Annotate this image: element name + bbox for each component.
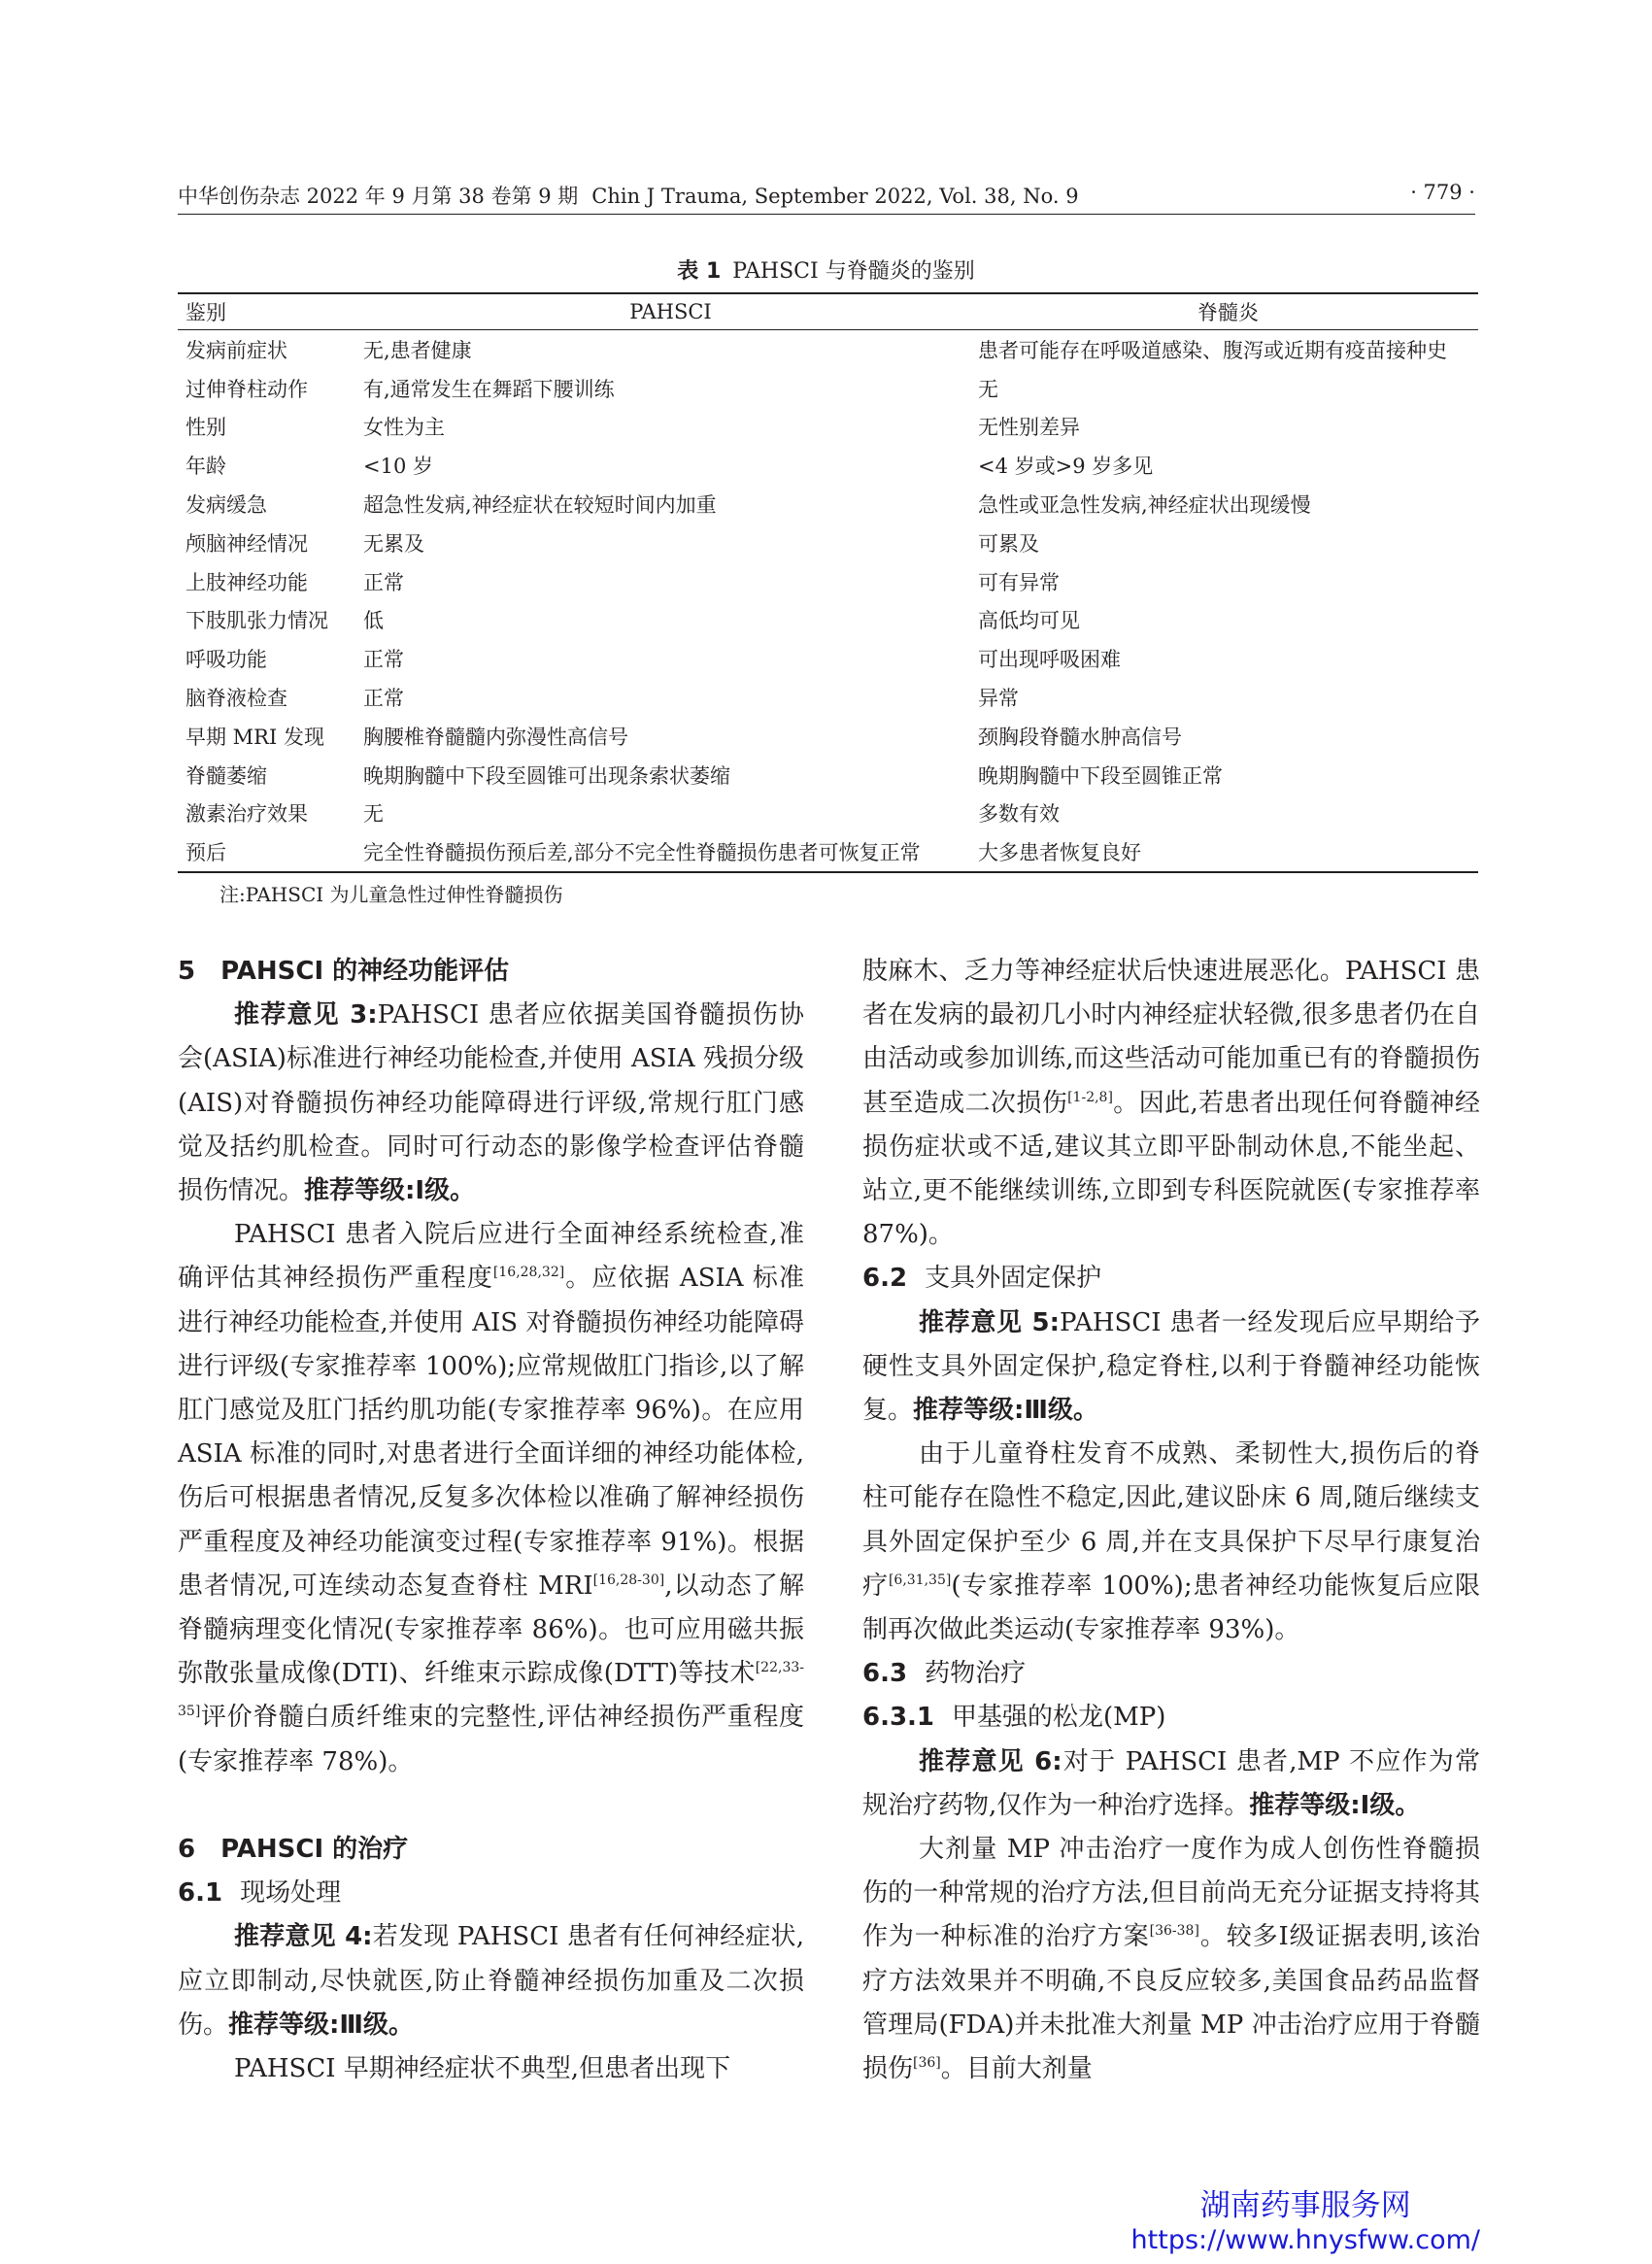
paragraph-text: 。较多Ⅰ级证据表明,该治疗方法效果并不明确,不良反应较多,美国食品药品监督管理局(FDA)并未批准大剂量 MP 冲击治疗应用于脊髓损伤 (862, 1922, 1480, 2084)
running-header (178, 181, 1475, 215)
table-row (178, 832, 1478, 872)
table-cell: 无性别差异 (978, 416, 1080, 440)
subsection-number: 6.3.1 (862, 1703, 935, 1733)
paragraph-text: 。应依据 ASIA 标准进行神经功能检查,并使用 AIS 对脊髓损伤神经功能障碍进行评级(专家推荐率 100%);应常规做肛门指诊,以了解肛门感觉及肛门括约肌功能(专家推荐率 96%)。在应用 ASIA 标准的同时,对患者进行全面详细的神经功能体检,伤后可根据患者情况,反复多次体检以准确了解神经损伤严重程度及神经功能演变过程(专家推荐率 91%)。根据患者情况,可连续动态复查脊柱 MRI (178, 1264, 804, 1601)
table-cell: 早期 MRI 发现 (185, 725, 324, 749)
subsection-title: 甲基强的松龙(MP) (952, 1703, 1166, 1733)
right-column (862, 950, 1480, 2091)
subsection-number: 6.2 (862, 1264, 908, 1294)
citation-ref: [6,31,35] (888, 1571, 952, 1588)
table-cell: 患者可能存在呼吸道感染、腹泻或近期有疫苗接种史 (978, 338, 1447, 362)
column-header: 脊髓炎 (978, 293, 1478, 330)
table-cell: 大多患者恢复良好 (978, 832, 1478, 872)
paragraph (862, 1433, 1480, 1652)
table-cell: 正常 (363, 570, 404, 594)
section-heading-6: 6 PAHSCI 的治疗 (178, 1835, 409, 1865)
table-row (178, 601, 1478, 640)
table-cell: 可出现呼吸困难 (978, 648, 1121, 672)
table-cell: 晚期胸髓中下段至圆锥可出现条索状萎缩 (363, 763, 730, 788)
paragraph-text: 肢麻木、乏力等神经症状后快速进展恶化。PAHSCI 患者在发病的最初几小时内神经症状轻微,很多患者仍在自由活动或参加训练,而这些活动可能加重已有的脊髓损伤甚至造成二次损伤 (862, 957, 1480, 1118)
column-header: PAHSCI (363, 293, 978, 330)
table-cell: <10 岁 (363, 455, 433, 479)
paragraph-text: 大剂量 MP 冲击治疗一度作为成人创伤性脊髓损伤的一种常规的治疗方法,但目前尚无充分证据支持将其作为一种标准的治疗方案 (862, 1835, 1480, 1952)
table-header-row (178, 293, 1478, 330)
table-note: 注:PAHSCI 为儿童急性过伸性脊髓损伤 (219, 883, 563, 906)
recommendation-5 (862, 1301, 1480, 1434)
rec-text: 对于 PAHSCI 患者,MP 不应作为常规治疗药物,仅作为一种治疗选择。 (862, 1746, 1480, 1820)
table-row (178, 408, 1478, 447)
watermark-site-name: 湖南药事服务网 (1199, 2188, 1411, 2223)
paragraph-text: PAHSCI 患者入院后应进行全面神经系统检查,准确评估其神经损伤严重程度 (178, 1220, 804, 1294)
table-cell: 无 (363, 802, 384, 827)
journal-cn: 中华创伤杂志 2022 年 9 月第 38 卷第 9 期 (178, 185, 579, 208)
rec-grade: 推荐等级:Ⅰ级。 (1249, 1790, 1421, 1820)
table-cell: 胸腰椎脊髓髓内弥漫性高信号 (363, 725, 628, 749)
table-cell: 晚期胸髓中下段至圆锥正常 (978, 763, 1223, 788)
rec-grade: 推荐等级:Ⅲ级。 (913, 1396, 1098, 1426)
rec-label: 推荐意见 6: (919, 1746, 1062, 1776)
table-cell: 无,患者健康 (363, 338, 472, 362)
paragraph-text: 。因此,若患者出现任何脊髓神经损伤症状或不适,建议其立即平卧制动休息,不能坐起、站立,更不能继续训练,立即到专科医院就医(专家推荐率 87%)。 (862, 1088, 1480, 1250)
table-cell: 女性为主 (363, 416, 445, 440)
paragraph (862, 950, 1480, 1257)
citation-ref: [1-2,8] (1067, 1089, 1113, 1105)
recommendation-3 (178, 994, 804, 1213)
table-row (178, 794, 1478, 833)
subsection-heading-6-2 (862, 1257, 1480, 1301)
recommendation-4 (178, 1915, 804, 2047)
table-cell: 正常 (363, 648, 404, 672)
rec-label: 推荐意见 5: (919, 1307, 1060, 1337)
differential-table (178, 292, 1478, 873)
section-heading-5: 5 PAHSCI 的神经功能评估 (178, 957, 510, 986)
paragraph-text: 评价脊髓白质纤维束的完整性,评估神经损伤严重程度(专家推荐率 78%)。 (178, 1703, 804, 1776)
table-cell: 年龄 (185, 455, 226, 479)
recommendation-6 (862, 1740, 1480, 1828)
citation-ref: [16,28-30] (592, 1571, 665, 1588)
table-cell: 可有异常 (978, 570, 1060, 594)
table-row (178, 524, 1478, 562)
citation-ref: [22,33-35] (178, 1660, 804, 1720)
site-watermark (1131, 2187, 1480, 2257)
page-number: · 779 · (1410, 181, 1475, 204)
subsection-heading-6-3 (862, 1652, 1480, 1696)
paragraph-text: (专家推荐率 100%);患者神经功能恢复后应限制再次做此类运动(专家推荐率 93%)。 (862, 1571, 1480, 1645)
subsection-heading-6-3-1 (862, 1696, 1480, 1740)
table-cell: 激素治疗效果 (185, 802, 308, 827)
citation-ref: [36] (913, 2055, 941, 2072)
table-cell: 预后 (178, 832, 363, 872)
table-cell: 性别 (185, 416, 226, 440)
paragraph-text: 。目前大剂量 (940, 2054, 1093, 2084)
watermark-url[interactable]: https://www.hnysfww.com/ (1130, 2225, 1480, 2255)
table-row (178, 369, 1478, 408)
table-row (178, 562, 1478, 601)
journal-citation (178, 181, 1079, 210)
subsection-number: 6.3 (862, 1659, 908, 1689)
table-cell: 脊髓萎缩 (185, 763, 267, 788)
rec-label: 推荐意见 4: (234, 1922, 373, 1952)
table-cell: 上肢神经功能 (185, 570, 308, 594)
table-cell: 低 (363, 609, 384, 633)
table-cell: 无累及 (363, 531, 424, 556)
table-row (178, 485, 1478, 524)
table-cell: 完全性脊髓损伤预后差,部分不完全性脊髓损伤患者可恢复正常 (363, 832, 978, 872)
table-cell: 发病前症状 (185, 338, 287, 362)
subsection-number: 6.1 (178, 1878, 223, 1909)
table-row (178, 678, 1478, 717)
table-row (178, 639, 1478, 678)
table-cell: 无 (978, 377, 998, 401)
table-cell: 脑脊液检查 (185, 687, 287, 711)
rec-grade: 推荐等级:Ⅲ级。 (228, 2010, 414, 2040)
table-row (178, 330, 1478, 369)
table-cell: 可累及 (978, 531, 1039, 556)
rec-text: 若发现 PAHSCI 患者有任何神经症状,应立即制动,尽快就医,防止脊髓神经损伤加重及二次损伤。 (178, 1922, 804, 2040)
table-body (178, 330, 1478, 873)
subsection-heading-6-1 (178, 1872, 804, 1915)
paragraph: PAHSCI 早期神经症状不典型,但患者出现下 (234, 2054, 731, 2084)
citation-ref: [36-38] (1149, 1923, 1199, 1940)
table-cell: 发病缓急 (185, 493, 267, 518)
paragraph (178, 1213, 804, 1784)
rec-label: 推荐意见 3: (234, 1000, 378, 1031)
table-cell: 颅脑神经情况 (185, 531, 308, 556)
table-row (178, 717, 1478, 756)
rec-grade: 推荐等级:Ⅰ级。 (304, 1176, 476, 1205)
table-cell: 颈胸段脊髓水肿高信号 (978, 725, 1182, 749)
subsection-title: 支具外固定保护 (925, 1264, 1102, 1294)
table-cell: 超急性发病,神经症状在较短时间内加重 (363, 493, 717, 518)
table-title: PAHSCI 与脊髓炎的鉴别 (732, 259, 975, 284)
table-cell: 呼吸功能 (185, 648, 267, 672)
subsection-title: 药物治疗 (925, 1659, 1027, 1689)
paragraph-text: 由于儿童脊柱发育不成熟、柔韧性大,损伤后的脊柱可能存在隐性不稳定,因此,建议卧床 6 周,随后继续支具外固定保护至少 6 周,并在支具保护下尽早行康复治疗 (862, 1439, 1480, 1601)
table-cell: 多数有效 (978, 802, 1060, 827)
left-column (178, 950, 804, 2091)
table-cell: 异常 (978, 687, 1019, 711)
table-cell: 过伸脊柱动作 (185, 377, 308, 401)
table-label: 表 1 (677, 259, 722, 284)
paragraph-text: ,以动态了解脊髓病理变化情况(专家推荐率 86%)。也可应用磁共振弥散张量成像(DTI)、纤维束示踪成像(DTT)等技术 (178, 1571, 805, 1689)
table-cell: 有,通常发生在舞蹈下腰训练 (363, 377, 615, 401)
column-header: 鉴别 (178, 293, 363, 330)
table-cell: <4 岁或>9 岁多见 (978, 455, 1154, 479)
citation-ref: [16,28,32] (492, 1265, 565, 1281)
table-row (178, 446, 1478, 485)
paragraph (862, 1828, 1480, 2091)
table-caption (0, 254, 1652, 285)
table-cell: 正常 (363, 687, 404, 711)
journal-en: Chin J Trauma, September 2022, Vol. 38, No. 9 (591, 185, 1079, 208)
table-cell: 急性或亚急性发病,神经症状出现缓慢 (978, 493, 1311, 518)
table-cell: 高低均可见 (978, 609, 1080, 633)
rec-text: PAHSCI 患者应依据美国脊髓损伤协会(ASIA)标准进行神经功能检查,并使用 ASIA 残损分级(AIS)对脊髓损伤神经功能障碍进行评级,常规行肛门感觉及括约肌检查。同时可行动态的影像学检查评估脊髓损伤情况。 (178, 1000, 804, 1205)
subsection-title: 现场处理 (240, 1878, 342, 1909)
rec-text: PAHSCI 患者一经发现后应早期给予硬性支具外固定保护,稳定脊柱,以利于脊髓神经功能恢复。 (862, 1307, 1480, 1426)
table-row (178, 756, 1478, 794)
table-cell: 下肢肌张力情况 (185, 609, 328, 633)
